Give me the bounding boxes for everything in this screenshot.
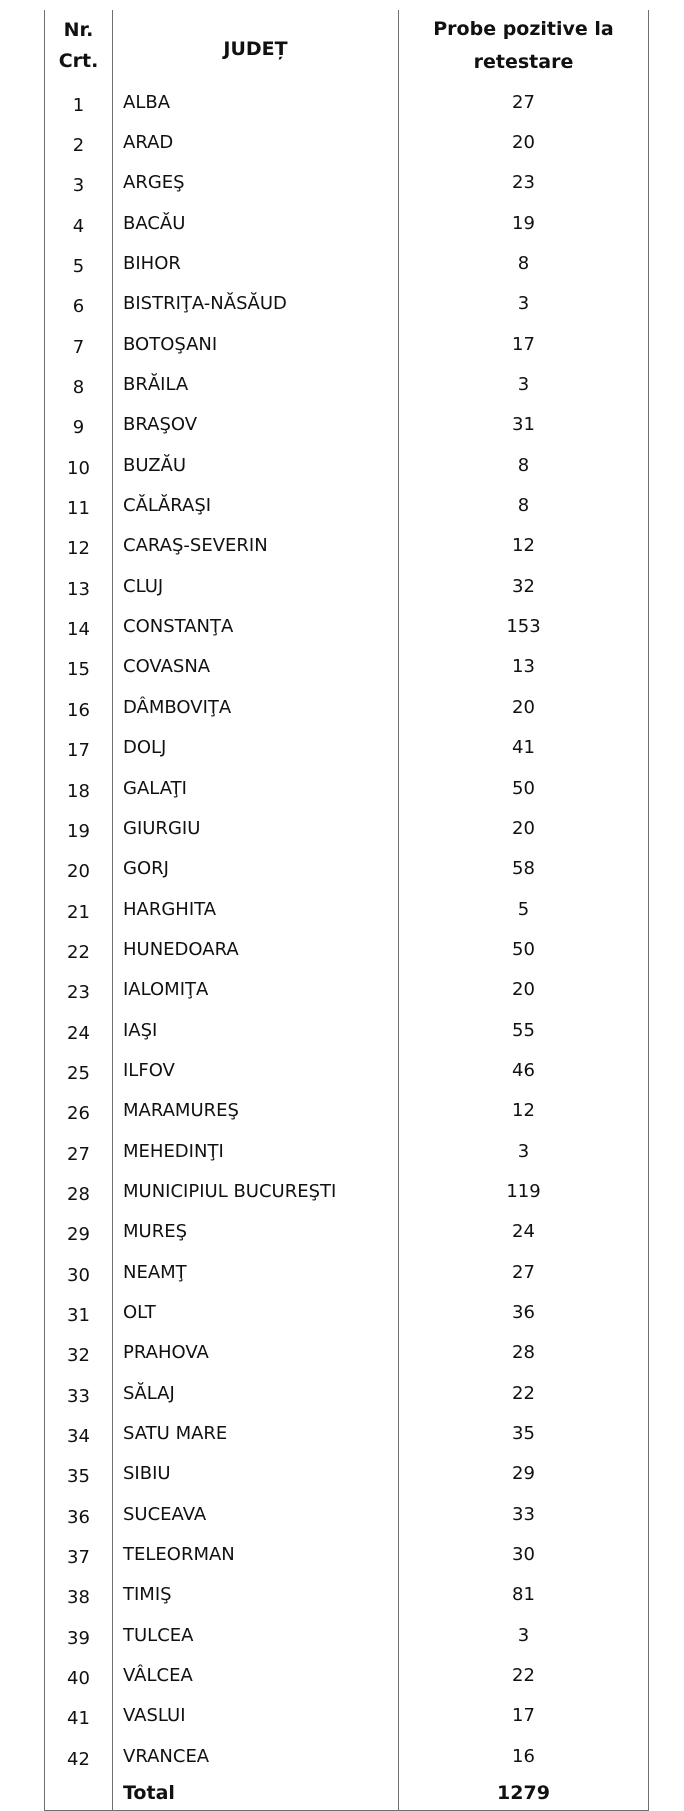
row-number: 38 <box>45 1575 113 1615</box>
table-row <box>45 526 649 566</box>
row-value: 55 <box>399 1010 649 1050</box>
row-value: 32 <box>399 566 649 606</box>
row-value: 35 <box>399 1413 649 1453</box>
row-judet: HUNEDOARA <box>113 929 399 969</box>
row-number: 24 <box>45 1010 113 1050</box>
table-body <box>45 82 649 1776</box>
row-number: 28 <box>45 1171 113 1211</box>
header-probe-line1: Probe pozitive la <box>433 18 614 40</box>
row-judet: ILFOV <box>113 1050 399 1090</box>
row-value: 5 <box>399 889 649 929</box>
table-row <box>45 405 649 445</box>
row-number: 23 <box>45 970 113 1010</box>
row-value: 8 <box>399 485 649 525</box>
row-value: 17 <box>399 1696 649 1736</box>
table-row <box>45 808 649 848</box>
row-judet: BACĂU <box>113 203 399 243</box>
row-number: 33 <box>45 1373 113 1413</box>
table-row <box>45 970 649 1010</box>
table-row <box>45 1373 649 1413</box>
row-number: 30 <box>45 1252 113 1292</box>
results-table-container <box>44 10 648 1811</box>
row-value: 22 <box>399 1655 649 1695</box>
table-row <box>45 122 649 162</box>
table-row <box>45 1212 649 1252</box>
row-value: 19 <box>399 203 649 243</box>
row-number: 34 <box>45 1413 113 1453</box>
table-row <box>45 1171 649 1211</box>
row-number: 13 <box>45 566 113 606</box>
table-row <box>45 1575 649 1615</box>
row-value: 3 <box>399 284 649 324</box>
row-number: 41 <box>45 1696 113 1736</box>
row-judet: TULCEA <box>113 1615 399 1655</box>
row-judet: BRĂILA <box>113 364 399 404</box>
table-row <box>45 1091 649 1131</box>
row-judet: ALBA <box>113 82 399 122</box>
row-number: 32 <box>45 1333 113 1373</box>
row-number: 8 <box>45 364 113 404</box>
row-number: 35 <box>45 1454 113 1494</box>
table-row <box>45 1131 649 1171</box>
row-value: 20 <box>399 687 649 727</box>
row-judet: OLT <box>113 1292 399 1332</box>
row-judet: GIURGIU <box>113 808 399 848</box>
table-row <box>45 1010 649 1050</box>
row-number: 1 <box>45 82 113 122</box>
row-number: 9 <box>45 405 113 445</box>
row-value: 81 <box>399 1575 649 1615</box>
header-probe-line2: retestare <box>473 51 574 73</box>
row-judet: BIHOR <box>113 243 399 283</box>
table-row <box>45 1615 649 1655</box>
row-value: 16 <box>399 1736 649 1776</box>
table-row <box>45 1696 649 1736</box>
row-value: 28 <box>399 1333 649 1373</box>
row-value: 23 <box>399 163 649 203</box>
row-judet: GALAŢI <box>113 768 399 808</box>
row-value: 20 <box>399 122 649 162</box>
row-value: 58 <box>399 849 649 889</box>
table-row <box>45 1655 649 1695</box>
table-row <box>45 364 649 404</box>
row-value: 24 <box>399 1212 649 1252</box>
row-judet: CLUJ <box>113 566 399 606</box>
row-judet: SUCEAVA <box>113 1494 399 1534</box>
row-number: 4 <box>45 203 113 243</box>
row-value: 41 <box>399 728 649 768</box>
row-judet: SATU MARE <box>113 1413 399 1453</box>
row-number: 31 <box>45 1292 113 1332</box>
row-number: 21 <box>45 889 113 929</box>
row-number: 18 <box>45 768 113 808</box>
table-row <box>45 1534 649 1574</box>
row-number: 42 <box>45 1736 113 1776</box>
row-number: 40 <box>45 1655 113 1695</box>
row-judet: TELEORMAN <box>113 1534 399 1574</box>
row-judet: CARAŞ-SEVERIN <box>113 526 399 566</box>
row-value: 31 <box>399 405 649 445</box>
row-value: 27 <box>399 82 649 122</box>
row-judet: PRAHOVA <box>113 1333 399 1373</box>
row-value: 29 <box>399 1454 649 1494</box>
row-judet: DOLJ <box>113 728 399 768</box>
row-value: 3 <box>399 1615 649 1655</box>
row-judet: DÂMBOVIŢA <box>113 687 399 727</box>
row-number: 36 <box>45 1494 113 1534</box>
row-number: 11 <box>45 485 113 525</box>
row-judet: TIMIŞ <box>113 1575 399 1615</box>
row-judet: CĂLĂRAŞI <box>113 485 399 525</box>
table-row <box>45 82 649 122</box>
total-label: Total <box>113 1776 399 1811</box>
row-value: 50 <box>399 768 649 808</box>
row-number: 3 <box>45 163 113 203</box>
row-value: 33 <box>399 1494 649 1534</box>
row-value: 119 <box>399 1171 649 1211</box>
row-value: 20 <box>399 970 649 1010</box>
table-row <box>45 324 649 364</box>
row-value: 3 <box>399 1131 649 1171</box>
table-row <box>45 1252 649 1292</box>
table-row <box>45 1736 649 1776</box>
row-judet: NEAMŢ <box>113 1252 399 1292</box>
row-value: 153 <box>399 606 649 646</box>
table-row <box>45 445 649 485</box>
row-judet: BOTOŞANI <box>113 324 399 364</box>
table-row <box>45 1333 649 1373</box>
row-value: 8 <box>399 445 649 485</box>
row-number: 15 <box>45 647 113 687</box>
row-judet: VÂLCEA <box>113 1655 399 1695</box>
row-judet: BUZĂU <box>113 445 399 485</box>
row-value: 20 <box>399 808 649 848</box>
row-value: 50 <box>399 929 649 969</box>
table-row <box>45 768 649 808</box>
row-value: 3 <box>399 364 649 404</box>
table-row <box>45 1050 649 1090</box>
total-row <box>45 1776 649 1811</box>
row-number: 16 <box>45 687 113 727</box>
row-number: 37 <box>45 1534 113 1574</box>
row-number: 29 <box>45 1212 113 1252</box>
header-judet: JUDEȚ <box>113 10 399 82</box>
row-number: 26 <box>45 1091 113 1131</box>
table-header <box>45 10 649 82</box>
table-row <box>45 1292 649 1332</box>
row-judet: MUREŞ <box>113 1212 399 1252</box>
table-row <box>45 284 649 324</box>
header-nr-crt <box>45 10 113 82</box>
row-number: 2 <box>45 122 113 162</box>
row-judet: GORJ <box>113 849 399 889</box>
row-judet: ARAD <box>113 122 399 162</box>
table-footer <box>45 1776 649 1811</box>
row-value: 17 <box>399 324 649 364</box>
table-row <box>45 687 649 727</box>
row-number: 25 <box>45 1050 113 1090</box>
total-nr-cell <box>45 1776 113 1811</box>
row-number: 10 <box>45 445 113 485</box>
row-judet: ARGEŞ <box>113 163 399 203</box>
row-judet: VASLUI <box>113 1696 399 1736</box>
table-row <box>45 849 649 889</box>
table-row <box>45 485 649 525</box>
row-number: 39 <box>45 1615 113 1655</box>
table-row <box>45 566 649 606</box>
row-judet: IALOMIŢA <box>113 970 399 1010</box>
table-row <box>45 889 649 929</box>
row-judet: VRANCEA <box>113 1736 399 1776</box>
row-number: 22 <box>45 929 113 969</box>
row-judet: MARAMUREŞ <box>113 1091 399 1131</box>
row-value: 22 <box>399 1373 649 1413</box>
row-judet: HARGHITA <box>113 889 399 929</box>
row-value: 12 <box>399 1091 649 1131</box>
header-nr-line1: Nr. <box>63 19 94 41</box>
row-number: 14 <box>45 606 113 646</box>
row-judet: BRAŞOV <box>113 405 399 445</box>
row-judet: SĂLAJ <box>113 1373 399 1413</box>
results-table <box>44 10 649 1811</box>
row-judet: MEHEDINŢI <box>113 1131 399 1171</box>
header-row <box>45 10 649 82</box>
row-value: 27 <box>399 1252 649 1292</box>
table-row <box>45 1454 649 1494</box>
table-row <box>45 163 649 203</box>
table-row <box>45 203 649 243</box>
row-value: 46 <box>399 1050 649 1090</box>
row-value: 12 <box>399 526 649 566</box>
table-row <box>45 243 649 283</box>
table-row <box>45 1494 649 1534</box>
header-nr-line2: Crt. <box>58 50 99 72</box>
header-probe-pozitive <box>399 10 649 82</box>
row-value: 30 <box>399 1534 649 1574</box>
table-row <box>45 929 649 969</box>
row-number: 7 <box>45 324 113 364</box>
row-judet: SIBIU <box>113 1454 399 1494</box>
row-judet: IAŞI <box>113 1010 399 1050</box>
row-judet: BISTRIŢA-NĂSĂUD <box>113 284 399 324</box>
table-row <box>45 1413 649 1453</box>
row-number: 17 <box>45 728 113 768</box>
row-judet: COVASNA <box>113 647 399 687</box>
row-value: 36 <box>399 1292 649 1332</box>
table-row <box>45 606 649 646</box>
table-row <box>45 647 649 687</box>
row-value: 8 <box>399 243 649 283</box>
row-number: 27 <box>45 1131 113 1171</box>
row-number: 19 <box>45 808 113 848</box>
row-number: 5 <box>45 243 113 283</box>
row-number: 12 <box>45 526 113 566</box>
row-value: 13 <box>399 647 649 687</box>
row-number: 20 <box>45 849 113 889</box>
row-judet: CONSTANŢA <box>113 606 399 646</box>
total-value: 1279 <box>399 1776 649 1811</box>
table-row <box>45 728 649 768</box>
row-judet: MUNICIPIUL BUCUREŞTI <box>113 1171 399 1211</box>
row-number: 6 <box>45 284 113 324</box>
